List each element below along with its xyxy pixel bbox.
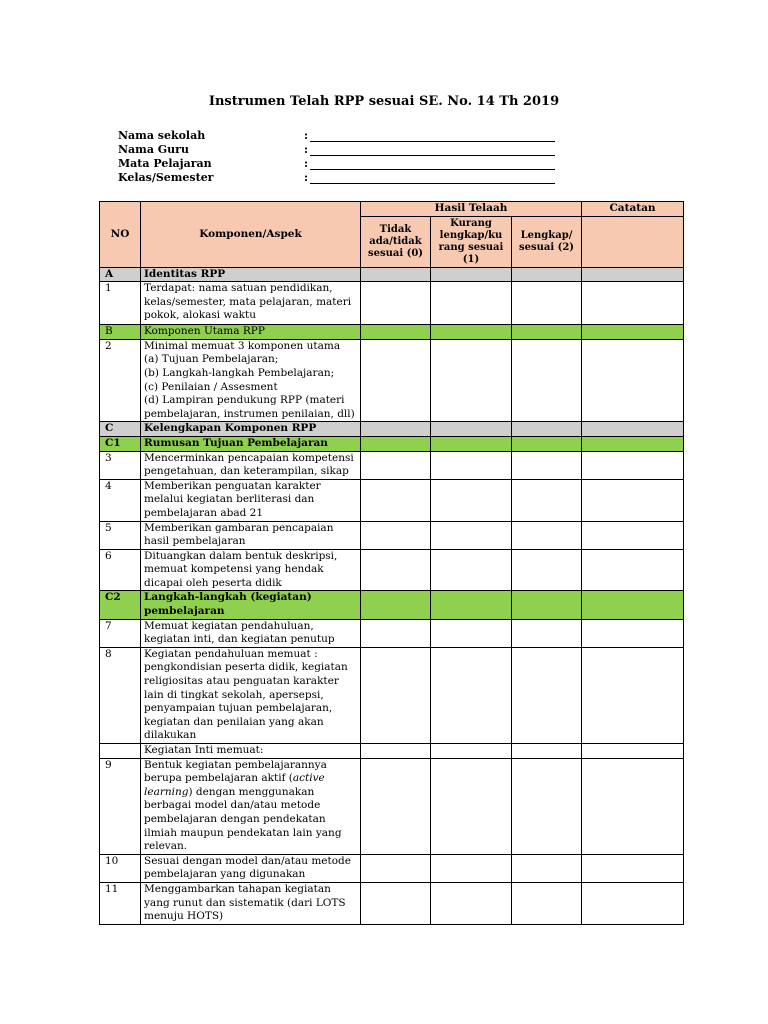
score-cell-2[interactable] [512,758,582,854]
row-no: 8 [100,647,141,743]
header-catatan-blank [582,216,684,267]
score-cell-0[interactable] [361,422,431,437]
row-text: Mencerminkan pencapaian kompetensi pengetahuan, dan keterampilan, sikap [141,451,361,479]
score-cell-2[interactable] [512,479,582,521]
table-row [100,744,684,759]
score-cell-0[interactable] [361,882,431,924]
table-row [100,758,684,854]
row-text: Rumusan Tujuan Pembelajaran [141,436,361,451]
score-cell-2[interactable] [512,451,582,479]
row-text: Komponen Utama RPP [141,325,361,340]
table-row [100,521,684,549]
score-cell-0[interactable] [361,521,431,549]
field-colon: : [304,143,309,156]
notes-cell[interactable] [582,325,684,340]
section-row-c [100,422,684,437]
field-label: Mata Pelajaran [118,157,212,170]
field-blank-line[interactable] [310,143,555,156]
score-cell-0[interactable] [361,549,431,591]
field-colon: : [304,157,309,170]
score-cell-0[interactable] [361,451,431,479]
field-nama-sekolah [118,129,555,143]
notes-cell[interactable] [582,436,684,451]
score-cell-2[interactable] [512,339,582,422]
field-colon: : [304,171,309,184]
text-part: Bentuk kegiatan pembelajarannya berupa pembelajaran aktif ( [144,758,327,785]
header-kurang: Kurang lengkap/ku rang sesuai (1) [431,216,512,267]
row-text: Identitas RPP [141,267,361,282]
section-row-c2 [100,591,684,619]
row-text: Sesuai dengan model dan/atau metode pembelajaran yang digunakan [141,854,361,882]
score-cell-2[interactable] [512,647,582,743]
score-cell-1[interactable] [431,267,512,282]
field-mata-pelajaran [118,157,555,171]
score-cell-2[interactable] [512,882,582,924]
score-cell-1[interactable] [431,591,512,619]
row-no: 5 [100,521,141,549]
field-colon: : [304,129,309,142]
notes-cell[interactable] [582,479,684,521]
line: Minimal memuat 3 komponen utama [144,339,341,352]
score-cell-2[interactable] [512,521,582,549]
row-text: Terdapat: nama satuan pendidikan, kelas/semester, mata pelajaran, materi pokok, alokasi waktu [141,282,361,325]
field-kelas-semester [118,171,555,185]
notes-cell[interactable] [582,339,684,422]
header-tidak: Tidak ada/tidak sesuai (0) [361,216,431,267]
score-cell-0[interactable] [361,619,431,647]
score-cell-1[interactable] [431,282,512,325]
score-cell-1[interactable] [431,619,512,647]
row-text: Memberikan gambaran pencapaian hasil pembelajaran [141,521,361,549]
field-nama-guru [118,143,555,157]
score-cell-1[interactable] [431,325,512,340]
header-aspek: Komponen/Aspek [141,202,361,268]
score-cell-0[interactable] [361,339,431,422]
row-no: 9 [100,758,141,854]
identity-fields [118,129,555,185]
score-cell-1[interactable] [431,451,512,479]
row-no: B [100,325,141,340]
score-cell-1[interactable] [431,479,512,521]
score-cell-0[interactable] [361,282,431,325]
score-cell-2[interactable] [512,549,582,591]
score-cell-0[interactable] [361,267,431,282]
line: (d) Lampiran pendukung RPP (materi pembelajaran, instrumen penilaian, dll) [144,394,355,420]
line: (a) Tujuan Pembelajaran; [144,353,279,366]
row-no: A [100,267,141,282]
table-row [100,339,684,422]
section-row-b [100,325,684,340]
row-no: 1 [100,282,141,325]
row-text: Langkah-langkah (kegiatan) pembelajaran [141,591,361,619]
text-part: ) dengan menggunakan berbagai model dan/atau metode pembelajaran dengan pendekatan ilmiah maupun pendekatan lain yang relevan. [144,785,342,853]
section-row-a [100,267,684,282]
row-no: 2 [100,339,141,422]
row-no [100,744,141,759]
row-no: C2 [100,591,141,619]
row-no: C1 [100,436,141,451]
header-hasil-telaah: Hasil Telaah [361,202,582,217]
table-row [100,647,684,743]
score-cell-0[interactable] [361,744,431,759]
table-row [100,549,684,591]
notes-cell[interactable] [582,619,684,647]
score-cell-1[interactable] [431,549,512,591]
score-cell-2[interactable] [512,744,582,759]
score-cell-1[interactable] [431,422,512,437]
line: (b) Langkah-langkah Pembelajaran; [144,366,335,379]
notes-cell[interactable] [582,758,684,854]
row-text: Kelengkapan Komponen RPP [141,422,361,437]
score-cell-2[interactable] [512,422,582,437]
notes-cell[interactable] [582,451,684,479]
notes-cell[interactable] [582,549,684,591]
notes-cell[interactable] [582,267,684,282]
score-cell-1[interactable] [431,758,512,854]
score-cell-2[interactable] [512,436,582,451]
field-label: Nama sekolah [118,129,206,142]
score-cell-2[interactable] [512,591,582,619]
score-cell-0[interactable] [361,647,431,743]
table-row [100,479,684,521]
score-cell-1[interactable] [431,882,512,924]
score-cell-1[interactable] [431,744,512,759]
field-blank-line[interactable] [310,129,555,142]
row-no: 3 [100,451,141,479]
field-label: Nama Guru [118,143,189,156]
row-no: 11 [100,882,141,924]
header-row-1 [100,202,684,217]
table-row [100,451,684,479]
row-no: 4 [100,479,141,521]
row-text: Memberikan penguatan karakter melalui kegiatan berliterasi dan pembelajaran abad 21 [141,479,361,521]
notes-cell[interactable] [582,521,684,549]
score-cell-0[interactable] [361,854,431,882]
score-cell-1[interactable] [431,854,512,882]
score-cell-0[interactable] [361,479,431,521]
notes-cell[interactable] [582,591,684,619]
score-cell-2[interactable] [512,619,582,647]
score-cell-1[interactable] [431,647,512,743]
row-text: Kegiatan pendahuluan memuat : pengkondisian peserta didik, kegiatan religiositas atau penguatan karakter lain di tingkat sekolah, apersepsi, penyampaian tujuan pembelajaran, kegiatan dan penilaian yang akan dilakukan [141,647,361,743]
table-row [100,882,684,924]
score-cell-2[interactable] [512,267,582,282]
row-text: Dituangkan dalam bentuk deskripsi, memuat kompetensi yang hendak dicapai oleh peserta didik [141,549,361,591]
field-blank-line[interactable] [310,157,555,170]
table-row [100,619,684,647]
row-text [141,339,361,422]
line: (c) Penilaian / Assesment [144,380,278,393]
document-title: Instrumen Telah RPP sesuai SE. No. 14 Th 2019 [208,94,560,109]
notes-cell[interactable] [582,882,684,924]
score-cell-2[interactable] [512,325,582,340]
row-no: C [100,422,141,437]
field-blank-line[interactable] [310,171,555,184]
notes-cell[interactable] [582,647,684,743]
header-no: NO [100,202,141,268]
section-row-c1 [100,436,684,451]
row-text: Menggambarkan tahapan kegiatan yang runut dan sistematik (dari LOTS menuju HOTS) [141,882,361,924]
notes-cell[interactable] [582,854,684,882]
score-cell-0[interactable] [361,758,431,854]
review-table [99,201,684,925]
score-cell-1[interactable] [431,436,512,451]
header-lengkap: Lengkap/ sesuai (2) [512,216,582,267]
header-catatan: Catatan [582,202,684,217]
notes-cell[interactable] [582,422,684,437]
notes-cell[interactable] [582,744,684,759]
score-cell-1[interactable] [431,521,512,549]
table-row [100,282,684,325]
text-emphasis: active learning [144,772,325,798]
row-no: 10 [100,854,141,882]
score-cell-0[interactable] [361,436,431,451]
notes-cell[interactable] [582,282,684,325]
score-cell-0[interactable] [361,591,431,619]
score-cell-0[interactable] [361,325,431,340]
row-text: Memuat kegiatan pendahuluan, kegiatan inti, dan kegiatan penutup [141,619,361,647]
score-cell-1[interactable] [431,339,512,422]
score-cell-2[interactable] [512,854,582,882]
row-text [141,758,361,854]
row-text: Kegiatan Inti memuat: [141,744,361,759]
table-row [100,854,684,882]
row-no: 6 [100,549,141,591]
row-no: 7 [100,619,141,647]
score-cell-2[interactable] [512,282,582,325]
field-label: Kelas/Semester [118,171,214,184]
